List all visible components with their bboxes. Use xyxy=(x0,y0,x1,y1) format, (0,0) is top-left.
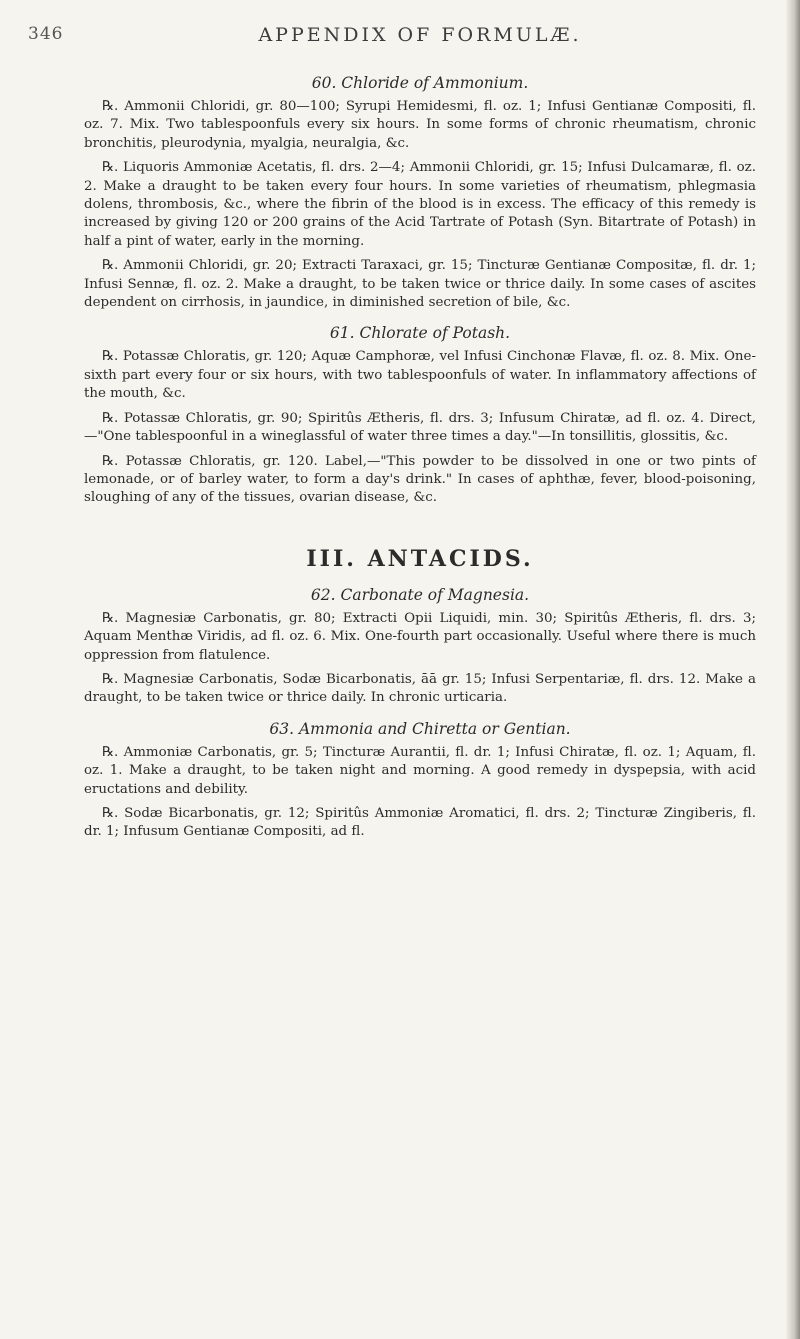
section-title: 61. Chlorate of Potash. xyxy=(329,324,511,343)
page-header xyxy=(28,18,756,62)
formula-paragraph: ℞. Potassæ Chloratis, gr. 120. Label,—"This powder to be dissolved in one or two pints of lemonade, or of barley water, to form a day's drink." In cases of aphthæ, fever, blood-poisoning, sloughing of any of the tissues, ovarian disease, &c. xyxy=(84,453,756,506)
formula-paragraph: ℞. Liquoris Ammoniæ Acetatis, fl. drs. 2—4; Ammonii Chloridi, gr. 15; Infusi Dulcamaræ, fl. oz. 2. Make a draught to be taken every four hours. In some varieties of rheumatism, phlegmasia dolens, thrombosis, &c., where the fibrin of the blood is in excess. The efficacy of this remedy is increased by giving 120 or 200 grains of the Acid Tartrate of Potash (Syn. Bitartrate of Potash) in half a pint of water, early in the morning. xyxy=(84,160,756,249)
section-carbonate-of-magnesia xyxy=(84,586,756,708)
part-title: III. ANTACIDS. xyxy=(306,545,534,572)
formula-paragraph: ℞. Magnesiæ Carbonatis, gr. 80; Extracti Opii Liquidi, min. 30; Spiritûs Ætheris, fl. drs. 3; Aquam Menthæ Viridis, ad fl. oz. 6. Mix. One-fourth part occasionally. Useful where there is much oppression from flatulence. xyxy=(84,610,756,663)
section-chlorate-of-potash xyxy=(84,324,756,507)
section-title: 62. Carbonate of Magnesia. xyxy=(310,585,530,604)
formula-paragraph: ℞. Ammonii Chloridi, gr. 80—100; Syrupi Hemidesmi, fl. oz. 1; Infusi Gentianæ Compositi, fl. oz. 7. Mix. Two tablespoonfuls every six hours. In some forms of chronic rheumatism, chronic bronchitis, pleurodynia, myalgia, neuralgia, &c. xyxy=(84,99,756,151)
section-title: 60. Chloride of Ammonium. xyxy=(311,74,529,92)
formula-paragraph: ℞. Magnesiæ Carbonatis, Sodæ Bicarbonatis, āā gr. 15; Infusi Serpentariæ, fl. drs. 12. Make a draught, to be taken twice or thrice daily. In chronic urticaria. xyxy=(84,671,756,706)
section-title: 63. Ammonia and Chiretta or Gentian. xyxy=(269,719,571,738)
formula-paragraph: ℞. Sodæ Bicarbonatis, gr. 12; Spiritûs Ammoniæ Aromatici, fl. drs. 2; Tincturæ Zingiberis, fl. dr. 1; Infusum Gentianæ Compositi, ad fl. xyxy=(84,805,756,840)
section-ammonia-and-chiretta xyxy=(84,720,756,842)
formula-paragraph: ℞. Potassæ Chloratis, gr. 120; Aquæ Camphoræ, vel Infusi Cinchonæ Flavæ, fl. oz. 8. Mix. One-sixth part every four or six hours, with two tablespoonfuls of water. In inflammatory affections of the mouth, &c. xyxy=(84,349,756,402)
formula-paragraph: ℞. Ammonii Chloridi, gr. 20; Extracti Taraxaci, gr. 15; Tincturæ Gentianæ Compositæ, fl. dr. 1; Infusi Sennæ, fl. oz. 2. Make a draught, to be taken twice or thrice daily. In some cases of ascites dependent on cirrhosis, in jaundice, in diminished secretion of bile, &c. xyxy=(84,258,756,311)
page-number: 346 xyxy=(28,24,64,44)
running-title: APPENDIX OF FORMULÆ. xyxy=(258,24,582,46)
page-edge-shadow xyxy=(786,0,800,1339)
formula-paragraph: ℞. Ammoniæ Carbonatis, gr. 5; Tincturæ Aurantii, fl. dr. 1; Infusi Chiratæ, fl. oz. 1; Aquam, fl. oz. 1. Make a draught, to be taken night and morning. A good remedy in dyspepsia, with acid eructations and debility. xyxy=(84,744,756,797)
formula-paragraph: ℞. Potassæ Chloratis, gr. 90; Spiritûs Ætheris, fl. drs. 3; Infusum Chiratæ, ad fl. oz. 4. Direct,—"One tablespoonful in a wineglassful of water three times a day."—In tonsillitis, glossitis, &c. xyxy=(84,410,756,445)
section-chloride-of-ammonium xyxy=(84,74,756,312)
